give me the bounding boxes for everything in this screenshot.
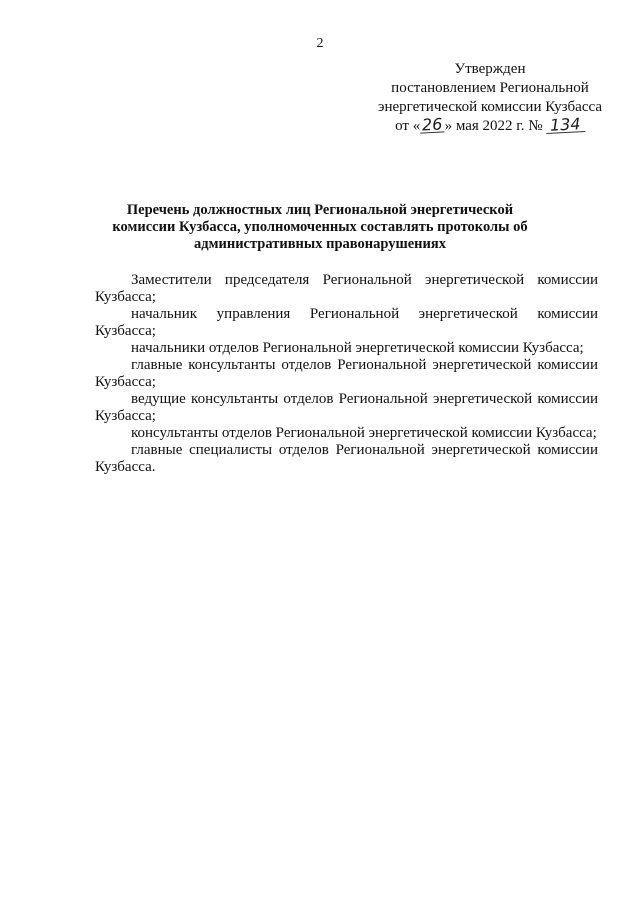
list-item: Заместители председателя Региональной энергетической комиссии Кузбасса; bbox=[95, 272, 598, 305]
list-item: начальник управления Региональной энергетической комиссии Кузбасса; bbox=[95, 306, 598, 339]
document-title bbox=[80, 202, 560, 253]
list-item: начальники отделов Региональной энергетической комиссии Кузбасса; bbox=[131, 340, 584, 356]
list-item: ведущие консультанты отделов Региональной энергетической комиссии Кузбасса; bbox=[95, 391, 598, 424]
page-number: 2 bbox=[316, 36, 324, 51]
list-item: главные консультанты отделов Региональной энергетической комиссии Кузбасса; bbox=[95, 357, 598, 390]
officials-list bbox=[95, 272, 598, 476]
title-line-1: Перечень должностных лиц Региональной энергетической bbox=[126, 202, 514, 218]
handwritten-doc-number: 134 bbox=[546, 116, 585, 134]
approval-block bbox=[340, 60, 640, 136]
approval-line-2: постановлением Региональной bbox=[391, 80, 589, 96]
date-suffix: » мая 2022 г. № bbox=[444, 118, 543, 134]
title-line-2: комиссии Кузбасса, уполномоченных составлять протоколы об bbox=[112, 219, 528, 235]
date-prefix: от « bbox=[395, 118, 421, 134]
list-item: главные специалисты отделов Региональной энергетической комиссии Кузбасса. bbox=[95, 442, 598, 475]
handwritten-date-day: 26 bbox=[421, 114, 444, 135]
title-line-3: административных правонарушениях bbox=[194, 236, 446, 252]
list-item: консультанты отделов Региональной энергетической комиссии Кузбасса; bbox=[131, 425, 597, 441]
approval-date-line bbox=[340, 114, 640, 136]
approval-line-3: энергетической комиссии Кузбасса bbox=[378, 99, 602, 115]
approval-line-1: Утвержден bbox=[454, 61, 526, 77]
